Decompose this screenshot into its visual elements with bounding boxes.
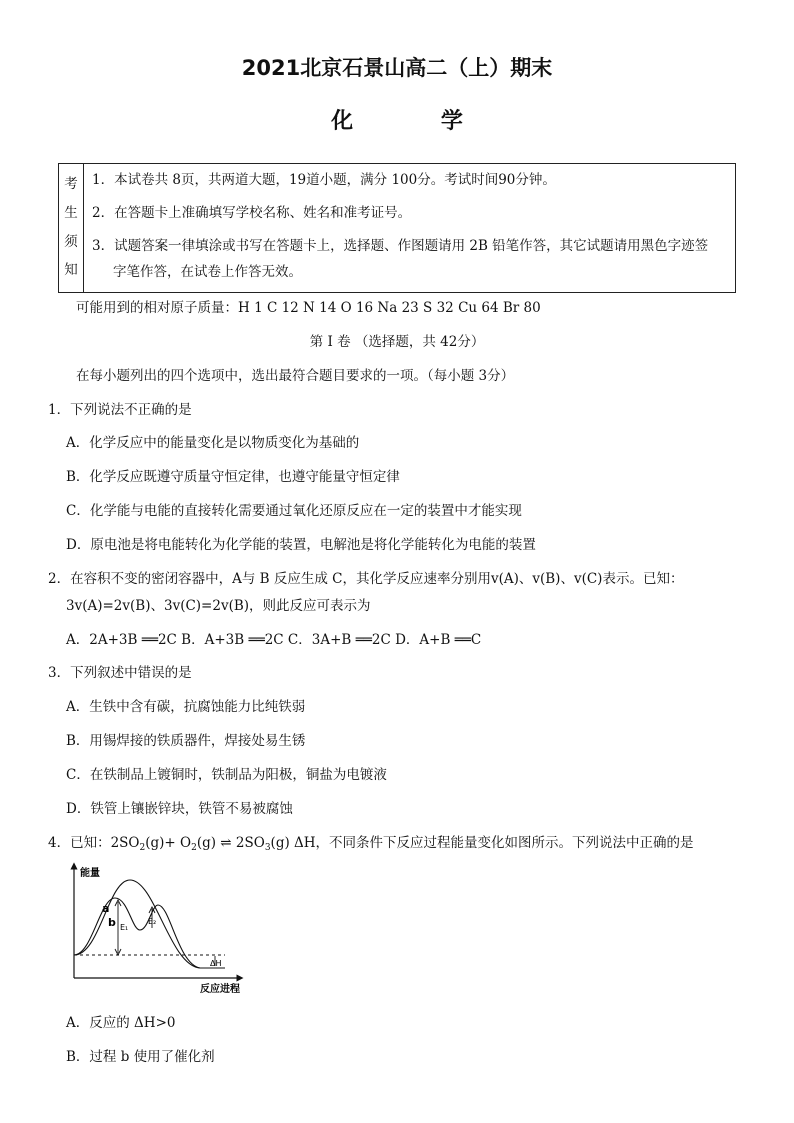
notice-box [58,163,736,293]
e2-label: E₂ [148,917,157,926]
notice-line: 2．在答题卡上准确填写学校名称、姓名和准考证号。 [92,205,412,221]
subscript: 3 [264,843,271,853]
curve-b [74,898,200,968]
curve-label-a: a [102,902,110,915]
section-instruction: 在每小题列出的四个选项中，选出最符合题目要求的一项。（每小题 3分） [76,368,515,384]
notice-line: 1．本试卷共 8页，共两道大题，19道小题，满分 100分。考试时间90分钟。 [92,172,556,188]
question-3-option: B．用锡焊接的铁质器件，焊接处易生锈 [66,733,306,749]
stem-part: 4．已知：2SO [48,835,140,851]
notice-side-char: 须 [64,234,78,250]
notice-line: 字笔作答，在试卷上作答无效。 [113,264,302,280]
question-2-stem: 2．在容积不变的密闭容器中，A与 B 反应生成 C，其化学反应速率分别用v(A)、v(B)、v(C)表示。已知： [48,571,684,587]
notice-line: 3．试题答案一律填涂或书写在答题卡上，选择题、作图题请用 2B 铅笔作答，其它试题请用黑色字迹签 [92,238,709,254]
section-title: 第 I 卷 （选择题，共 42分） [309,334,485,350]
question-3-option: C．在铁制品上镀铜时，铁制品为阳极，铜盐为电镀液 [66,767,387,783]
question-2-stem-continued: 3v(A)=2v(B)、3v(C)=2v(B)，则此反应可表示为 [66,598,371,614]
question-1-stem: 1．下列说法不正确的是 [48,402,192,418]
question-4-option: A．反应的 ΔH>0 [66,1015,176,1031]
notice-side-char: 考 [64,176,78,192]
atomic-masses: 可能用到的相对原子质量：H 1 C 12 N 14 O 16 Na 23 S 32 Cu 64 Br 80 [76,300,541,316]
x-axis-label: 反应进程 [200,984,240,995]
question-3-option: D．铁管上镶嵌锌块，铁管不易被腐蚀 [66,801,293,817]
stem-part: (g)+ O [145,835,192,851]
stem-part: (g) ΔH，不同条件下反应过程能量变化如图所示。下列说法中正确的是 [270,835,694,851]
energy-diagram [60,860,260,998]
notice-side-char: 生 [64,205,78,221]
question-2-options: A．2A+3B ══2C B．A+3B ══2C C．3A+B ══2C D．A+B ══C [66,632,482,648]
page-title: 2021北京石景山高二（上）期末 [241,56,553,80]
question-1-option: A．化学反应中的能量变化是以物质变化为基础的 [66,435,360,451]
dh-label: ΔH [210,959,222,968]
e1-label: E₁ [120,923,129,932]
question-1-option: D．原电池是将电能转化为化学能的装置，电解池是将化学能转化为电能的装置 [66,537,536,553]
y-axis-label: 能量 [80,868,100,879]
notice-side-label [59,164,84,292]
question-4-stem [48,831,694,853]
question-3-stem: 3．下列叙述中错误的是 [48,665,192,681]
question-1-option: C．化学能与电能的直接转化需要通过氧化还原反应在一定的装置中才能实现 [66,503,522,519]
question-4-option: B．过程 b 使用了催化剂 [66,1049,215,1065]
subject-title: 化 学 [331,109,503,134]
subscript: 2 [191,843,197,853]
notice-side-char: 知 [64,262,78,278]
stem-part: (g) ⇌ 2SO [196,835,265,851]
subscript: 2 [139,843,146,853]
question-3-option: A．生铁中含有碳，抗腐蚀能力比纯铁弱 [66,699,306,715]
question-1-option: B．化学反应既遵守质量守恒定律，也遵守能量守恒定律 [66,469,400,485]
curve-label-b: b [108,916,116,929]
